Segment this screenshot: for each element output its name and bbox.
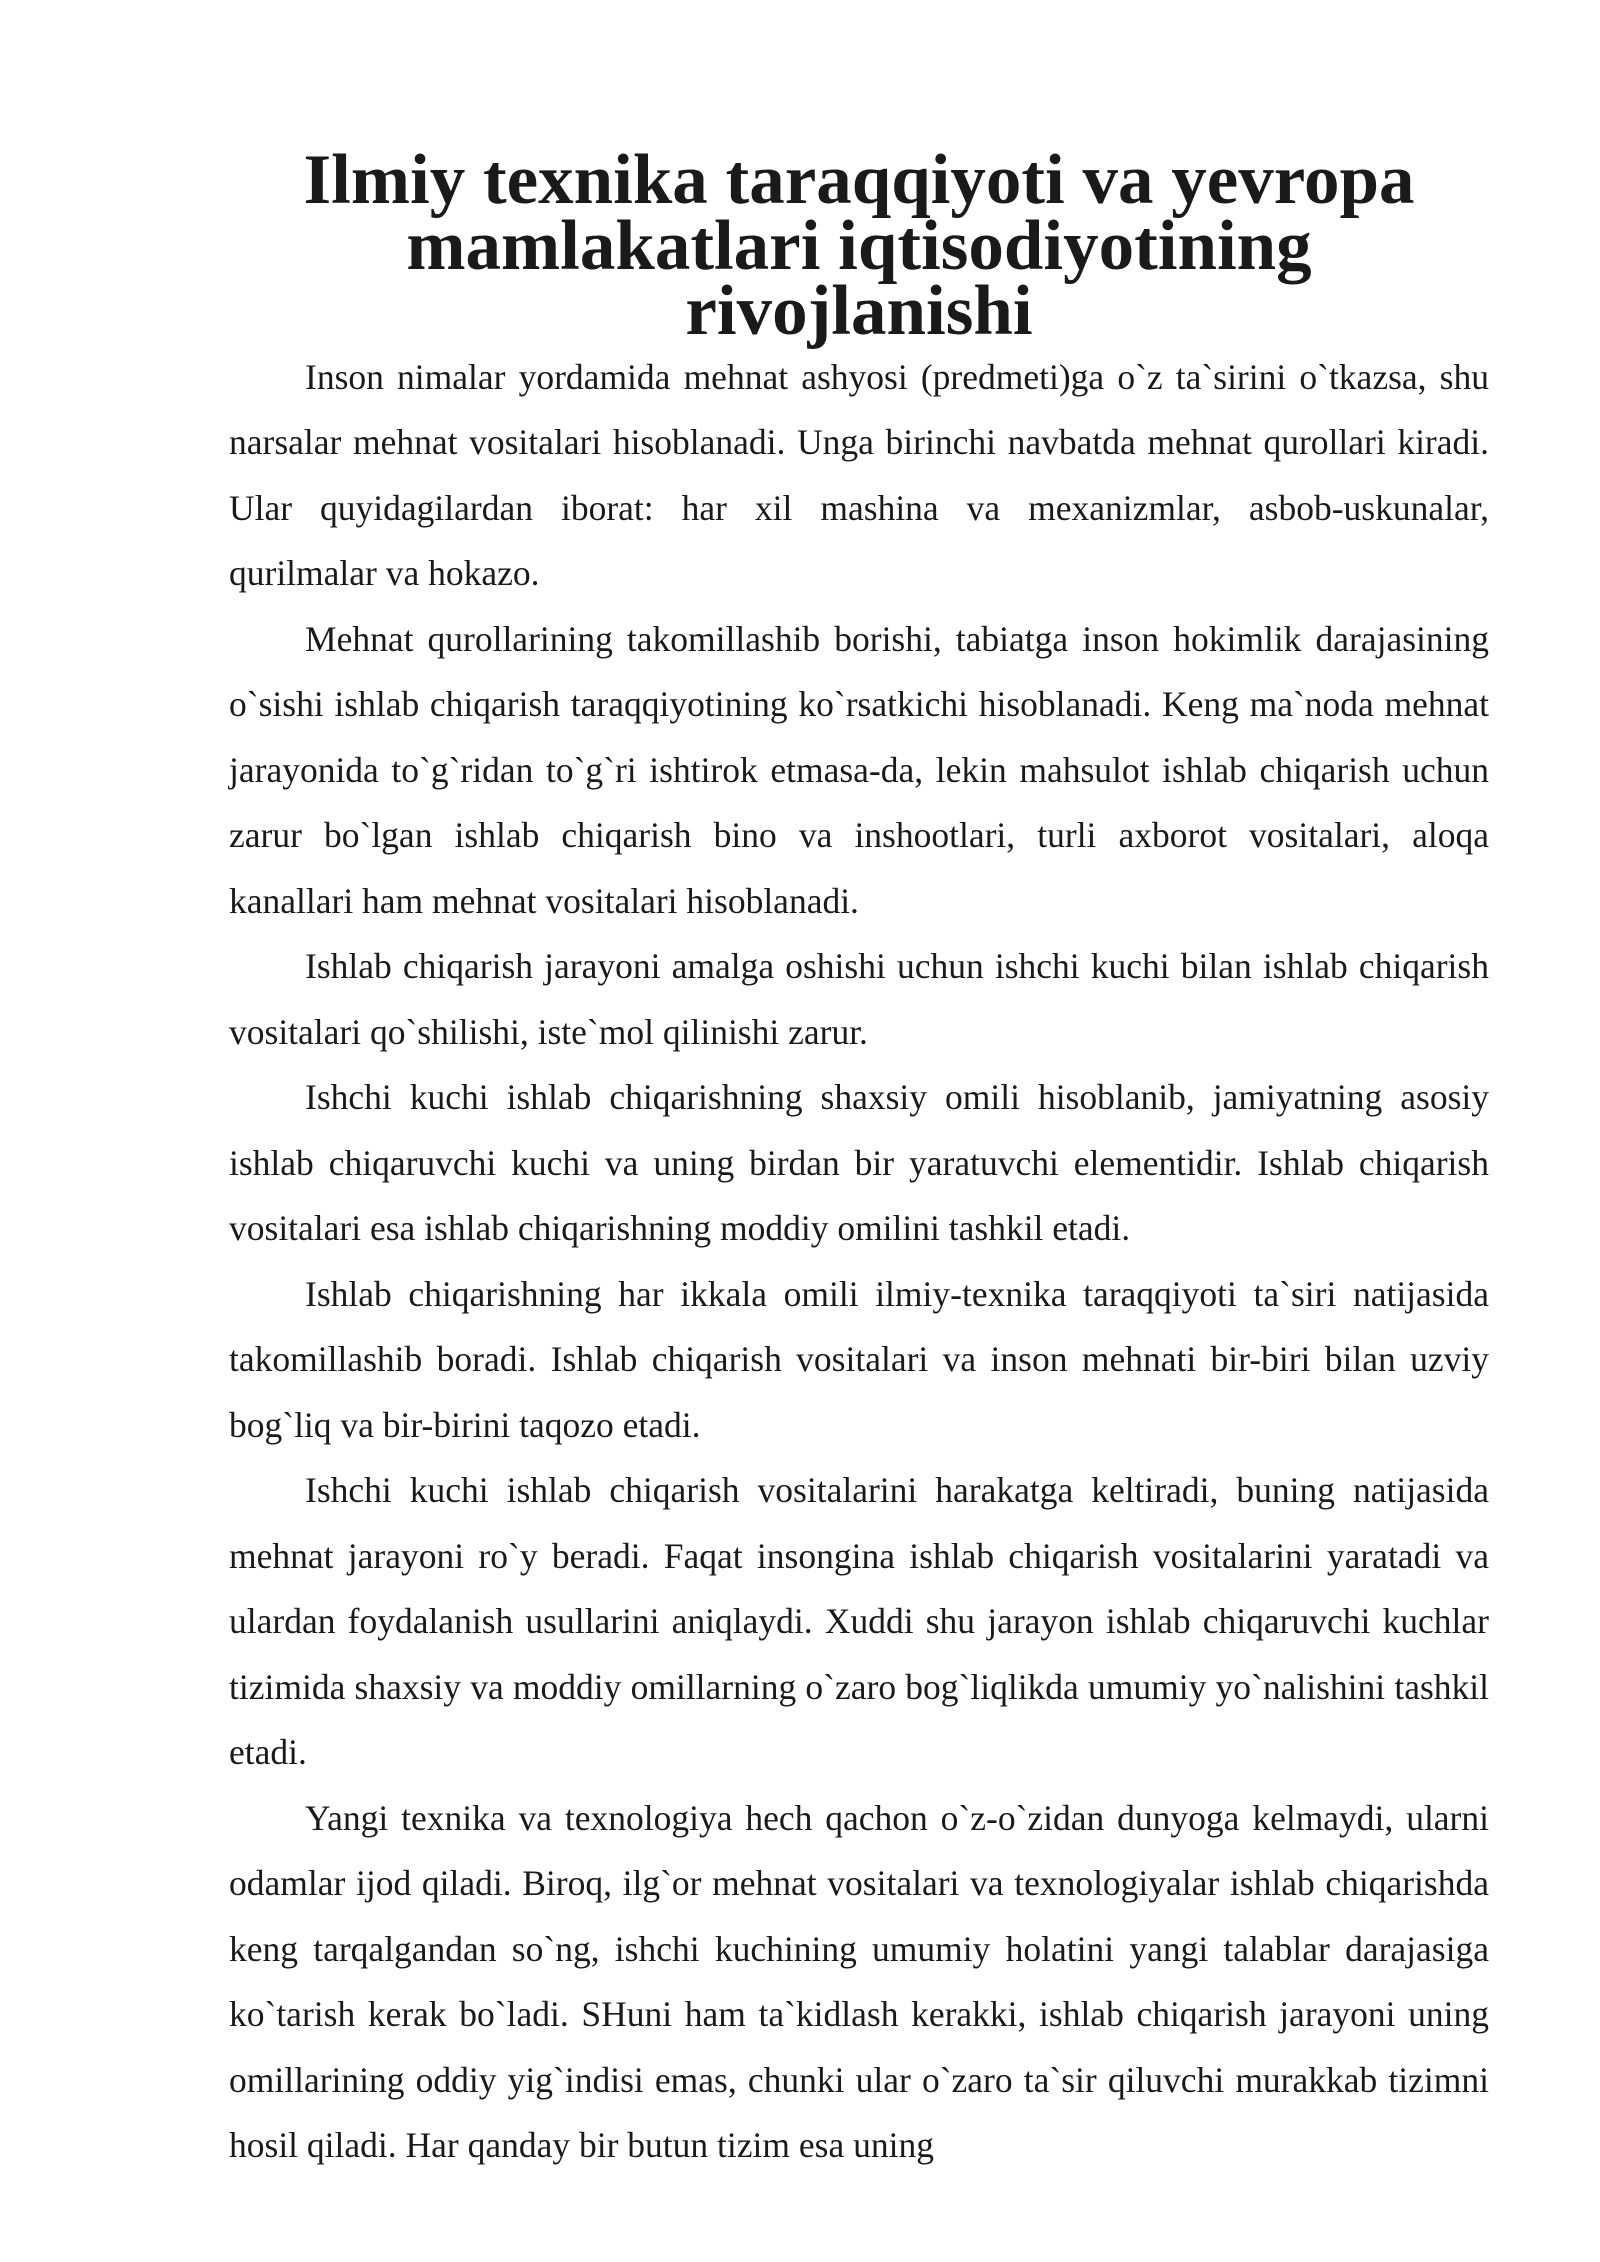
paragraph: Ishchi kuchi ishlab chiqarishning shaxsiy omili hisoblanib, jamiyatning asosiy ishlab chiqaruvchi kuchi va uning birdan bir yaratuvchi elementidir. Ishlab chiqarish vositalari esa ishlab chiqarishning moddiy omilini tashkil etadi.: [229, 1077, 1489, 1248]
paragraph: Ishlab chiqarishning har ikkala omili ilmiy-texnika taraqqiyoti ta`siri natijasida takomillashib boradi. Ishlab chiqarish vositalari va inson mehnati bir-biri bilan uzviy bog`liq va bir-birini taqozo etadi.: [229, 1273, 1489, 1445]
paragraph: Ishlab chiqarish jarayoni amalga oshishi uchun ishchi kuchi bilan ishlab chiqarish vositalari qo`shilishi, iste`mol qilinishi zarur.: [229, 946, 1489, 1052]
paragraph: Yangi texnika va texnologiya hech qachon o`z-o`zidan dunyoga kelmaydi, ularni odamlar ijod qiladi. Biroq, ilg`or mehnat vositalari va texnologiyalar ishlab chiqarishda keng tarqalgandan so`ng, ishchi kuchining umumiy holatini yangi talablar darajasiga ko`tarish kerak bo`ladi. SHuni ham ta`kidlash kerakki, ishlab chiqarish jarayoni uning omillarining oddiy yig`indisi emas, chunki ular o`zaro ta`sir qiluvchi murakkab tizimni hosil qiladi. Har qanday bir butun tizim esa uning: [229, 1797, 1489, 2165]
document-title: Ilmiy texnika taraqqiyoti va yevropa mamlakatlari iqtisodiyotining rivojlanishi: [303, 141, 1415, 350]
paragraph: Ishchi kuchi ishlab chiqarish vositalarini harakatga keltiradi, buning natijasida mehnat jarayoni ro`y beradi. Faqat insongina ishlab chiqarish vositalarini yaratadi va ulardan foydalanish usullarini aniqlaydi. Xuddi shu jarayon ishlab chiqaruvchi kuchlar tizimida shaxsiy va moddiy omillarning o`zaro bog`liqlikda umumiy yo`nalishini tashkil etadi.: [229, 1470, 1489, 1772]
paragraph: Mehnat qurollarining takomillashib borishi, tabiatga inson hokimlik darajasining o`sishi ishlab chiqarish taraqqiyotining ko`rsatkichi hisoblanadi. Keng ma`noda mehnat jarayonida to`g`ridan to`g`ri ishtirok etmasa-da, lekin mahsulot ishlab chiqarish uchun zarur bo`lgan ishlab chiqarish bino va inshootlari, turli axborot vositalari, aloqa kanallari ham mehnat vositalari hisoblanadi.: [229, 618, 1489, 921]
paragraph: Inson nimalar yordamida mehnat ashyosi (predmeti)ga o`z ta`sirini o`tkazsa, shu narsalar mehnat vositalari hisoblanadi. Unga birinchi navbatda mehnat qurollari kiradi. Ular quyidagilardan iborat: har xil mashina va mexanizmlar, asbob-uskunalar, qurilmalar va hokazo.: [229, 356, 1489, 593]
document-body: [229, 141, 1489, 2179]
